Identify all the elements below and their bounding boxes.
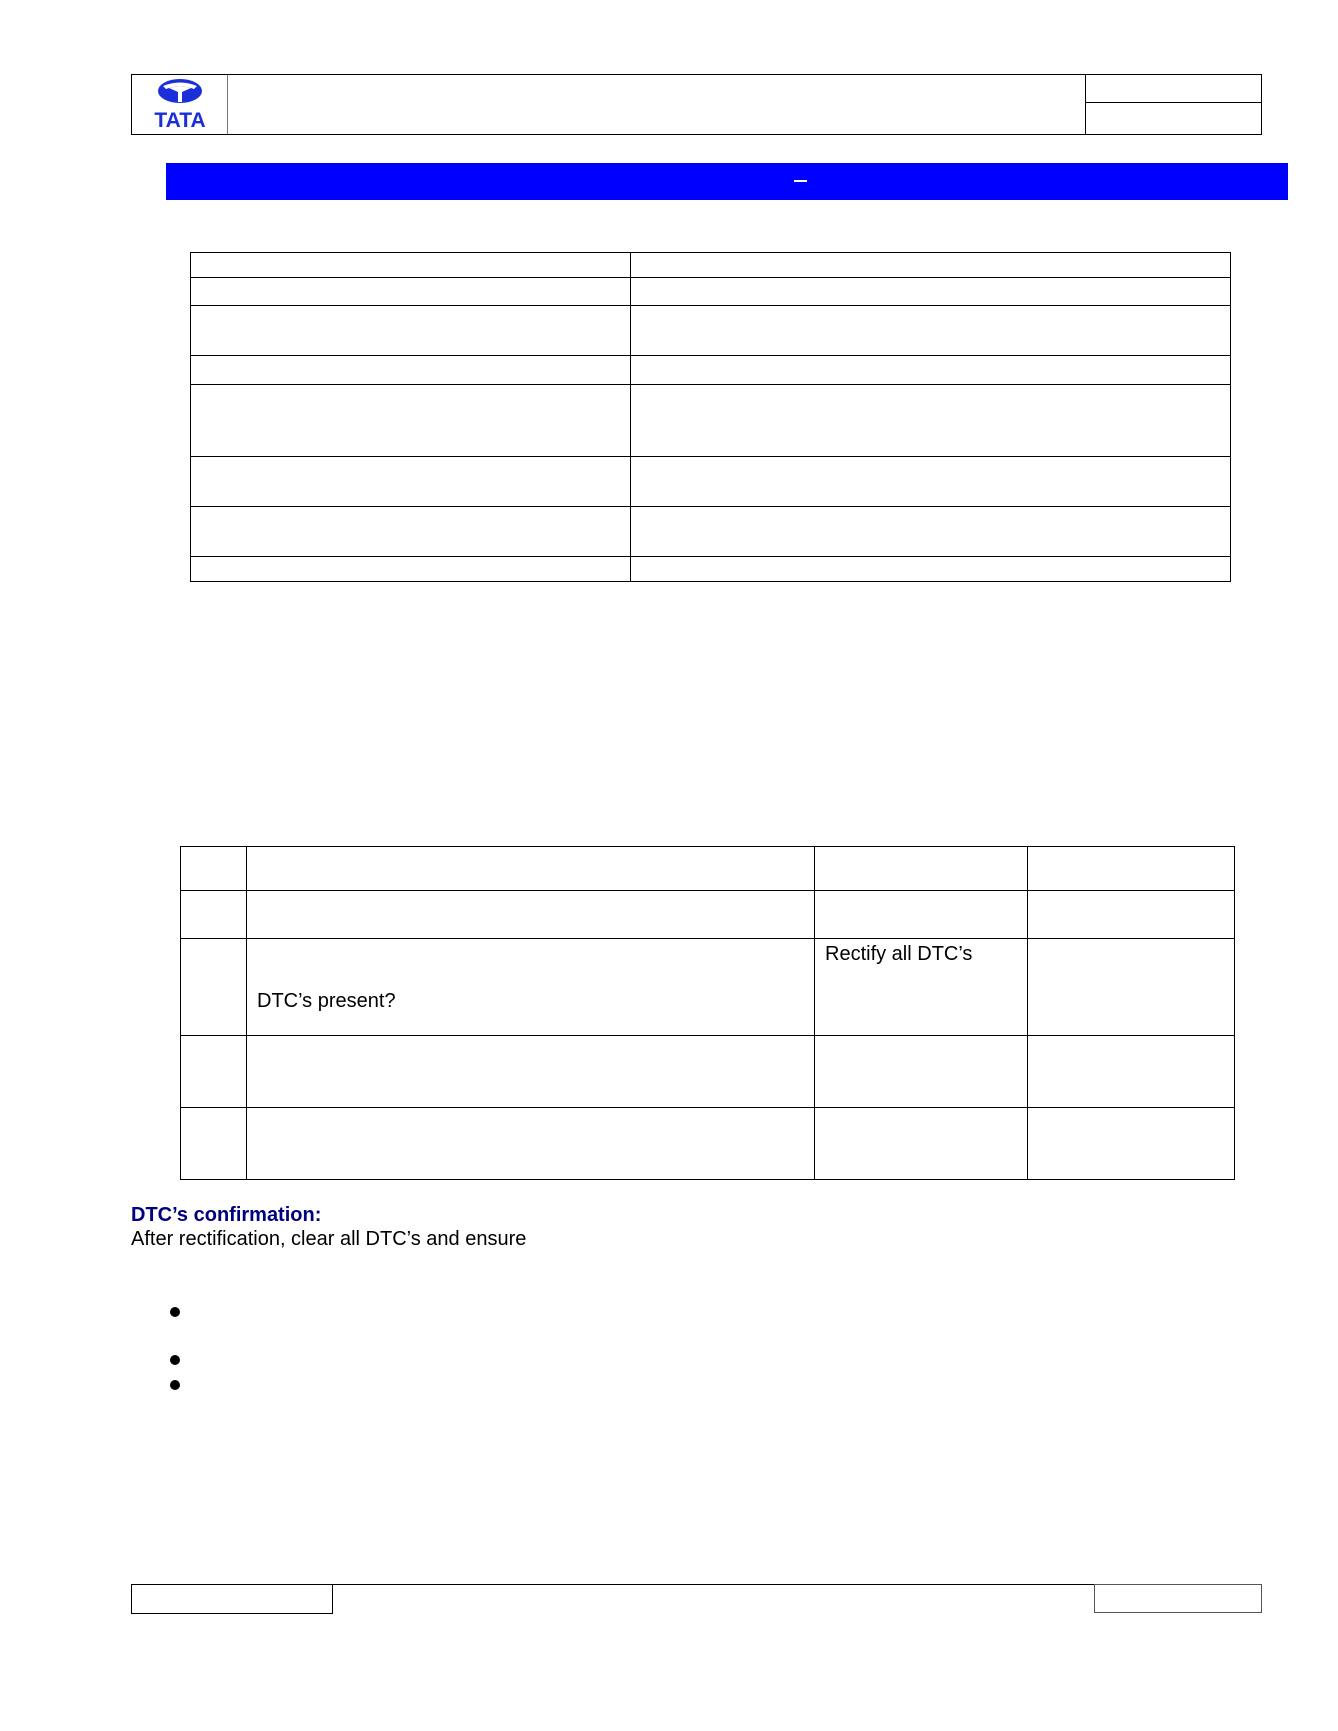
info-label-cell — [191, 507, 631, 557]
info-table — [190, 252, 1231, 582]
bullet-point — [170, 1380, 180, 1390]
table-row — [181, 847, 1235, 891]
logo-wordmark: TATA — [154, 109, 206, 132]
info-value-cell — [631, 457, 1231, 507]
info-value-cell — [631, 253, 1231, 278]
bullet-point — [170, 1307, 180, 1317]
table-row — [181, 1036, 1235, 1108]
check-cell — [247, 1036, 815, 1108]
info-label-cell — [191, 457, 631, 507]
header-right-box — [1085, 75, 1261, 134]
dtc-confirmation-heading: DTC’s confirmation: — [131, 1204, 322, 1226]
no-cell — [1028, 1108, 1235, 1180]
info-row — [191, 356, 1231, 385]
info-value-cell — [631, 385, 1231, 457]
step-number-cell — [181, 939, 247, 1036]
header-right-divider — [1086, 102, 1261, 103]
info-value-cell — [631, 507, 1231, 557]
table-row — [181, 939, 1235, 1036]
rectify-dtc-action: Rectify all DTC’s — [825, 943, 973, 965]
yes-cell — [815, 939, 1028, 1036]
info-label-cell — [191, 385, 631, 457]
dtc-present-question: DTC’s present? — [257, 990, 396, 1012]
check-cell — [247, 891, 815, 939]
info-label-cell — [191, 278, 631, 306]
table-row — [181, 891, 1235, 939]
info-value-cell — [631, 278, 1231, 306]
footer-left-box — [131, 1584, 333, 1614]
info-value-cell — [631, 356, 1231, 385]
tata-logo-icon — [132, 75, 228, 134]
info-value-cell — [631, 557, 1231, 582]
info-value-cell — [631, 306, 1231, 356]
info-label-cell — [191, 306, 631, 356]
yes-cell — [815, 847, 1028, 891]
yes-cell — [815, 891, 1028, 939]
info-row — [191, 457, 1231, 507]
footer-rule — [333, 1584, 1095, 1585]
step-number-cell — [181, 891, 247, 939]
no-cell — [1028, 847, 1235, 891]
info-row — [191, 385, 1231, 457]
banner-dash — [794, 180, 807, 182]
check-cell — [247, 1108, 815, 1180]
section-banner — [166, 163, 1288, 200]
info-row — [191, 507, 1231, 557]
step-number-cell — [181, 847, 247, 891]
footer-right-box — [1094, 1584, 1262, 1613]
dtc-confirmation-text: After rectification, clear all DTC’s and ensure — [131, 1228, 527, 1250]
document-header — [131, 74, 1262, 135]
step-number-cell — [181, 1036, 247, 1108]
no-cell — [1028, 891, 1235, 939]
info-row — [191, 253, 1231, 278]
info-label-cell — [191, 557, 631, 582]
info-row — [191, 306, 1231, 356]
tata-logo — [132, 75, 228, 134]
info-label-cell — [191, 356, 631, 385]
check-cell — [247, 939, 815, 1036]
info-row — [191, 278, 1231, 306]
no-cell — [1028, 939, 1235, 1036]
table-row — [181, 1108, 1235, 1180]
yes-cell — [815, 1036, 1028, 1108]
step-number-cell — [181, 1108, 247, 1180]
check-cell — [247, 847, 815, 891]
no-cell — [1028, 1036, 1235, 1108]
info-row — [191, 557, 1231, 582]
diagnostic-steps-table — [180, 846, 1235, 1180]
info-label-cell — [191, 253, 631, 278]
yes-cell — [815, 1108, 1028, 1180]
bullet-point — [170, 1355, 180, 1365]
